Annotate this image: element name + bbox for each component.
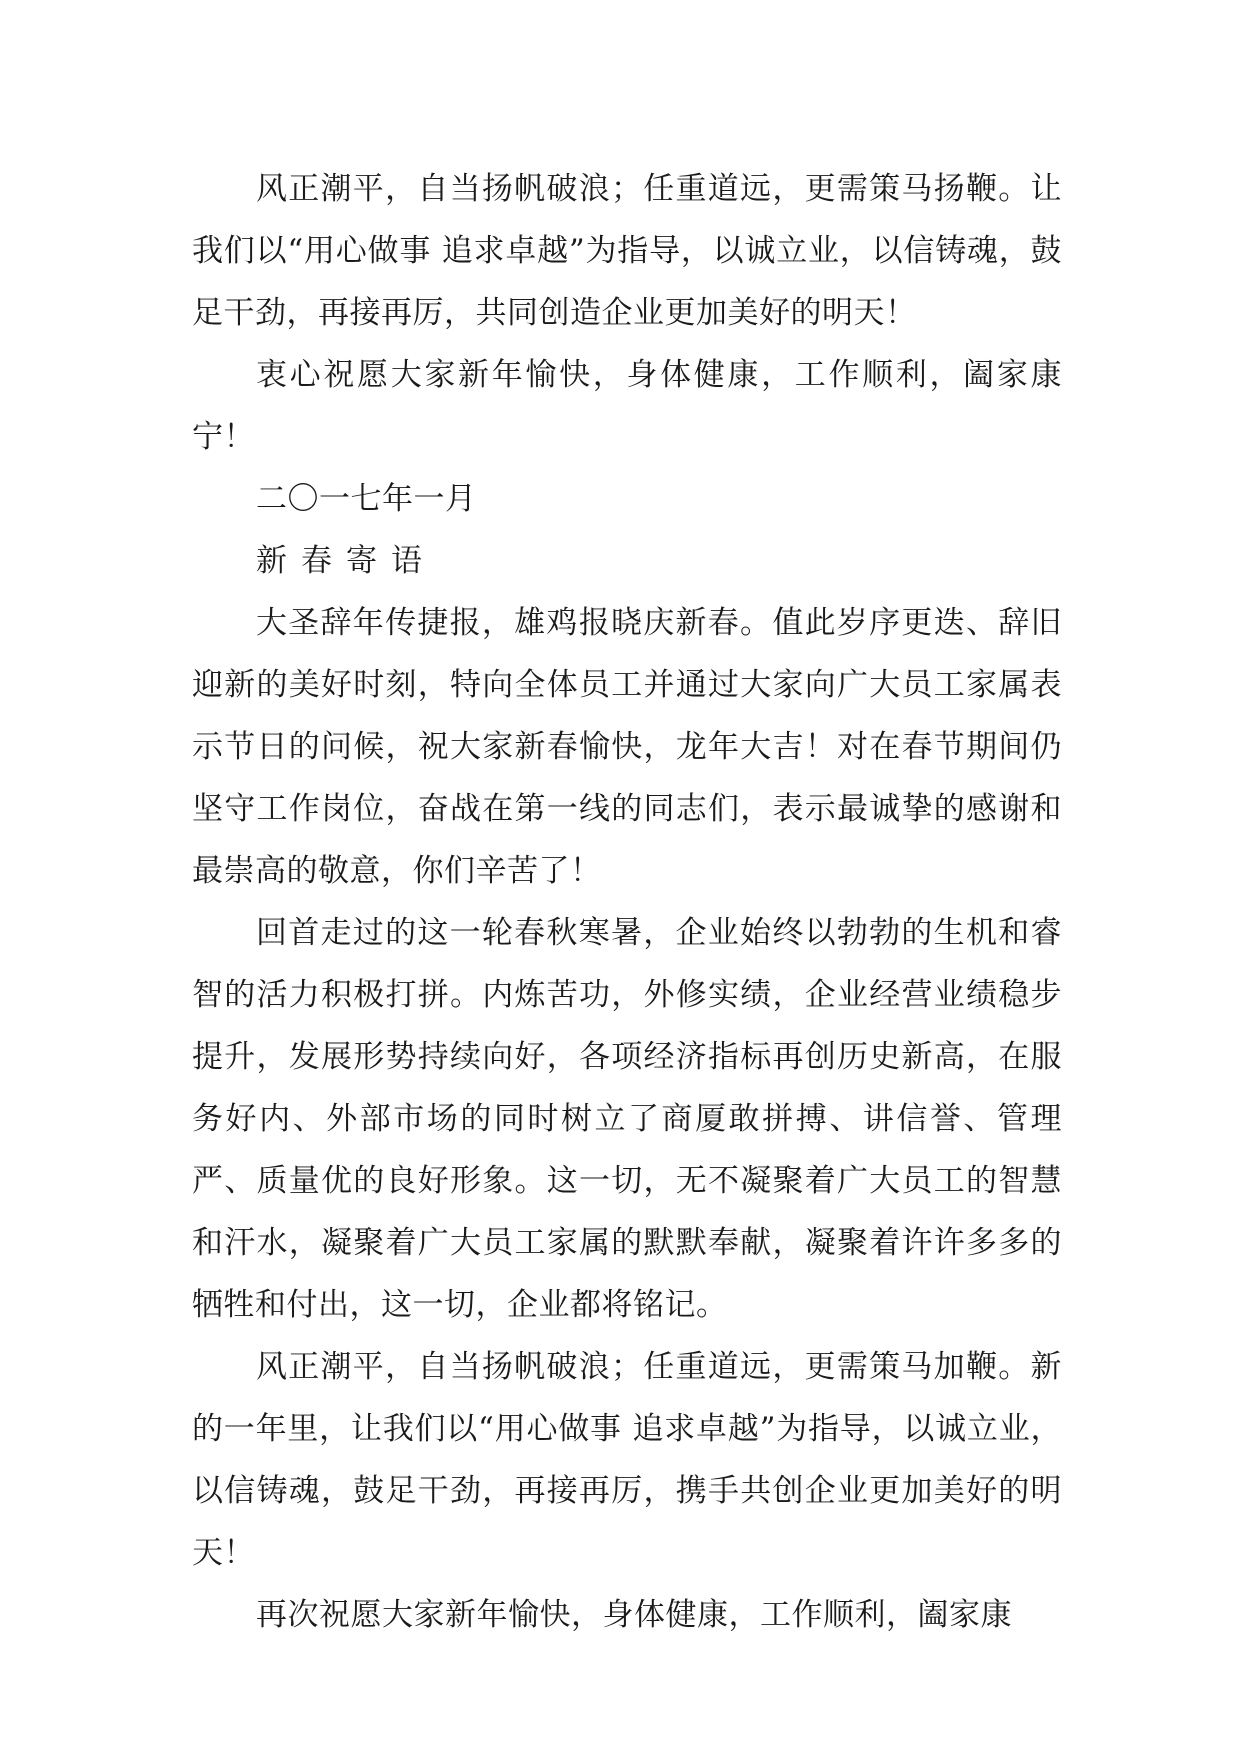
wishes-paragraph-prev: 衷心祝愿大家新年愉快，身体健康，工作顺利，阖家康宁！ [192,357,1062,455]
document-body [192,158,1062,1646]
review-paragraph: 回首走过的这一轮春秋寒暑，企业始终以勃勃的生机和睿智的活力积极打拼。内炼苦功，外修实绩，企业经营业绩稳步提升，发展形势持续向好，各项经济指标再创历史新高，在服务好内、外部市场的同时树立了商厦敢拼搏、讲信誉、管理严、质量优的良好形象。这一切，无不凝聚着广大员工的智慧和汗水，凝聚着广大员工家属的默默奉献，凝聚着许许多多的牺牲和付出，这一切，企业都将铭记。 [192,915,1062,1323]
section-title: 新春寄语 [256,543,436,579]
date-line: 二〇一七年一月 [256,481,477,517]
outlook-paragraph: 风正潮平，自当扬帆破浪；任重道远，更需策马加鞭。新的一年里，让我们以“用心做事 追求卓越”为指导，以诚立业，以信铸魂，鼓足干劲，再接再厉，携手共创企业更加美好的明天！ [192,1349,1062,1571]
closing-paragraph-prev: 风正潮平，自当扬帆破浪；任重道远，更需策马扬鞭。让我们以“用心做事 追求卓越”为指导，以诚立业，以信铸魂，鼓足干劲，再接再厉，共同创造企业更加美好的明天！ [192,171,1062,331]
greeting-paragraph: 大圣辞年传捷报，雄鸡报晓庆新春。值此岁序更迭、辞旧迎新的美好时刻，特向全体员工并通过大家向广大员工家属表示节日的问候，祝大家新春愉快，龙年大吉！对在春节期间仍坚守工作岗位，奋战在第一线的同志们，表示最诚挚的感谢和最崇高的敬意，你们辛苦了！ [192,605,1062,889]
wishes-paragraph: 再次祝愿大家新年愉快，身体健康，工作顺利，阖家康 [256,1597,1012,1633]
